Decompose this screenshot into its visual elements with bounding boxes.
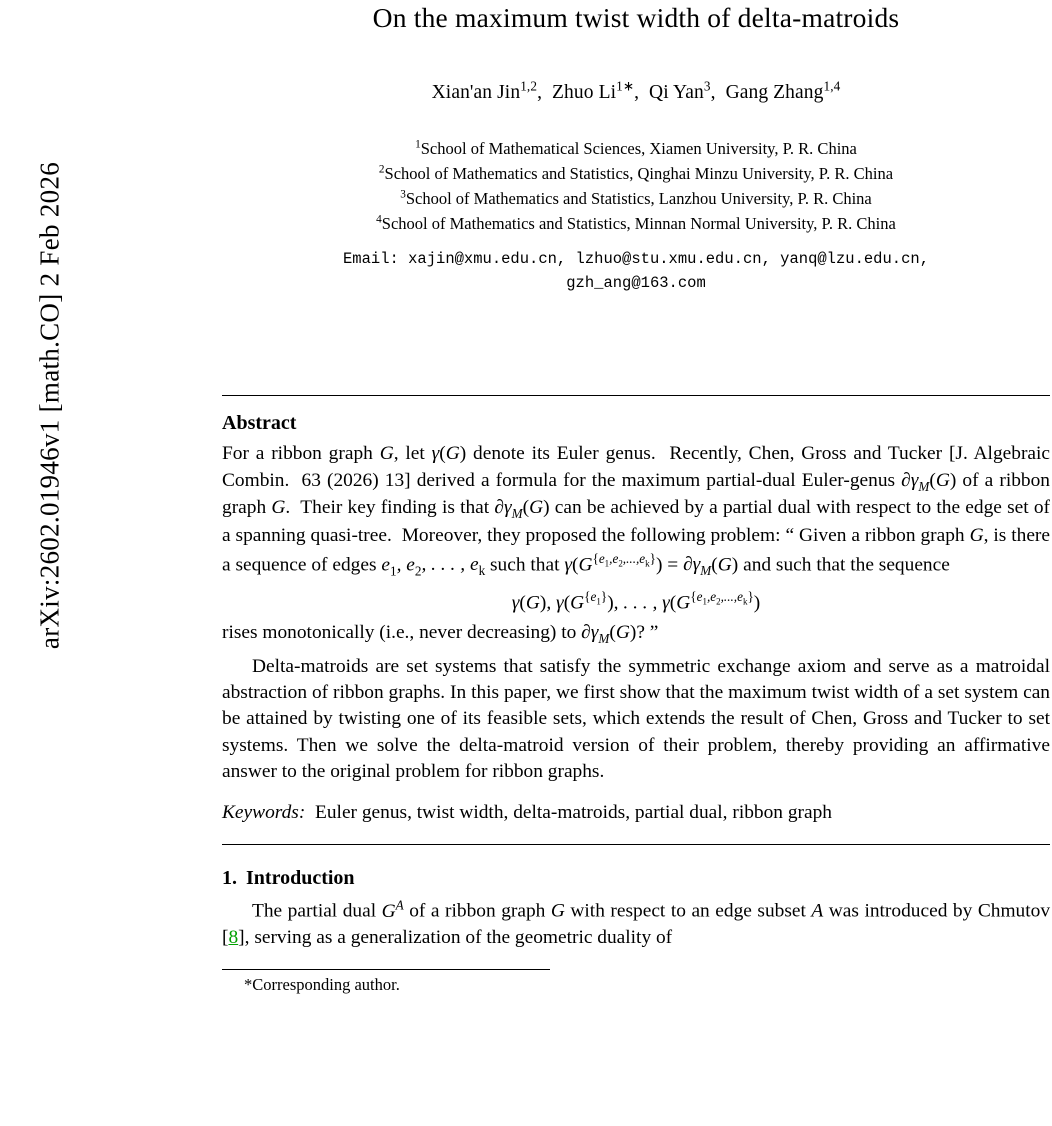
abstract-heading: Abstract: [222, 412, 297, 435]
abstract-paragraph-1: For a ribbon graph G, let γ(G) denote its Euler genus. Recently, Chen, Gross and Tucker [J. Algebraic Combin. 63 (2026) 13] derived a formula for the maximum partial-dual Euler-genus $\partial\gamma_M(G)$ of a ribbon graph G. Their key finding is that $\partial\gamma_M(G)$ can be achieved by a partial dual with respect to the edge set of a spanning quasi-tree. Moreover, they proposed the following problem: “ Given a ribbon graph G, is there a sequence of edges $e_1$, $e_2$, . . . , $e_k$ such that $\gamma(G^{\{e_1,e_2,...,e_k\}}) = \partial\gamma_M(G)$ and such that the sequence: [222, 443, 1051, 578]
keywords-value: Euler genus, twist width, delta-matroids, partial dual, ribbon graph: [315, 802, 832, 824]
page-title: On the maximum twist width of delta-matroids: [372, 2, 900, 33]
abstract-paragraph-3: Delta-matroids are set systems that satisfy the symmetric exchange axiom and serve as a matroidal abstraction of ribbon graphs. In this paper, we first show that the maximum twist width of a set system can be attained by twisting one of its feasible sets, which extends the result of Chen, Gross and Tucker to set systems. Then we solve the delta-matroid version of their problem, thereby providing an affirmative answer to the original problem for ribbon graphs.: [222, 655, 1050, 783]
footnote-corresponding-author: *Corresponding author.: [244, 975, 400, 995]
display-equation: γ(G), $\gamma(G^{\{e_1\}})$, . . . , $\gamma(G^{\{e_1,e_2,...,e_k\}})$: [511, 588, 761, 614]
keywords-label: Keywords:: [222, 802, 306, 824]
footnote-divider: [222, 969, 550, 970]
author-list: [222, 78, 1050, 104]
affiliation-4: $^4$School of Mathematics and Statistics, Minnan Normal University, P. R. China: [376, 213, 896, 234]
email-line-2: gzh_ang@163.com: [566, 274, 706, 293]
abstract-paragraph-2: rises monotonically (i.e., never decreasing) to $\partial\gamma_M(G)$? ”: [222, 622, 659, 647]
section-number: 1.: [222, 867, 237, 890]
author-1: Xian'an Jin$^{1,2}$,: [431, 78, 543, 103]
email-block: [222, 247, 1050, 295]
author-3: Qi Yan$^3$,: [649, 78, 716, 103]
divider-bottom: [222, 844, 1050, 845]
intro-paragraph: The partial dual $G^A$ of a ribbon graph G with respect to an edge subset A was introduced by Chmutov [8], serving as a generalization of the geometric duality of: [222, 897, 1051, 949]
citation-link-8[interactable]: 8: [228, 927, 239, 949]
affiliation-3: $^3$School of Mathematics and Statistics, Lanzhou University, P. R. China: [400, 188, 872, 208]
affiliation-2: $^2$School of Mathematics and Statistics, Qinghai Minzu University, P. R. China: [378, 163, 894, 183]
affiliation-1: $^1$School of Mathematical Sciences, Xiamen University, P. R. China: [415, 138, 857, 158]
arxiv-stamp: arXiv:2602.01946v1 [math.CO] 2 Feb 2026: [34, 161, 65, 650]
paper-page: [222, 0, 1050, 1126]
author-4: Gang Zhang$^{1,4}$: [725, 78, 841, 103]
keywords: [222, 802, 1050, 824]
section-heading: [222, 867, 1050, 890]
author-2: Zhuo $Li^{1∗}$,: [552, 78, 640, 103]
divider-top: [222, 395, 1050, 396]
section-title: Introduction: [246, 867, 355, 890]
affiliation-list: [222, 136, 1050, 237]
email-line-1: Email: xajin@xmu.edu.cn, lzhuo@stu.xmu.edu.cn, yanq@lzu.edu.cn,: [343, 250, 929, 269]
